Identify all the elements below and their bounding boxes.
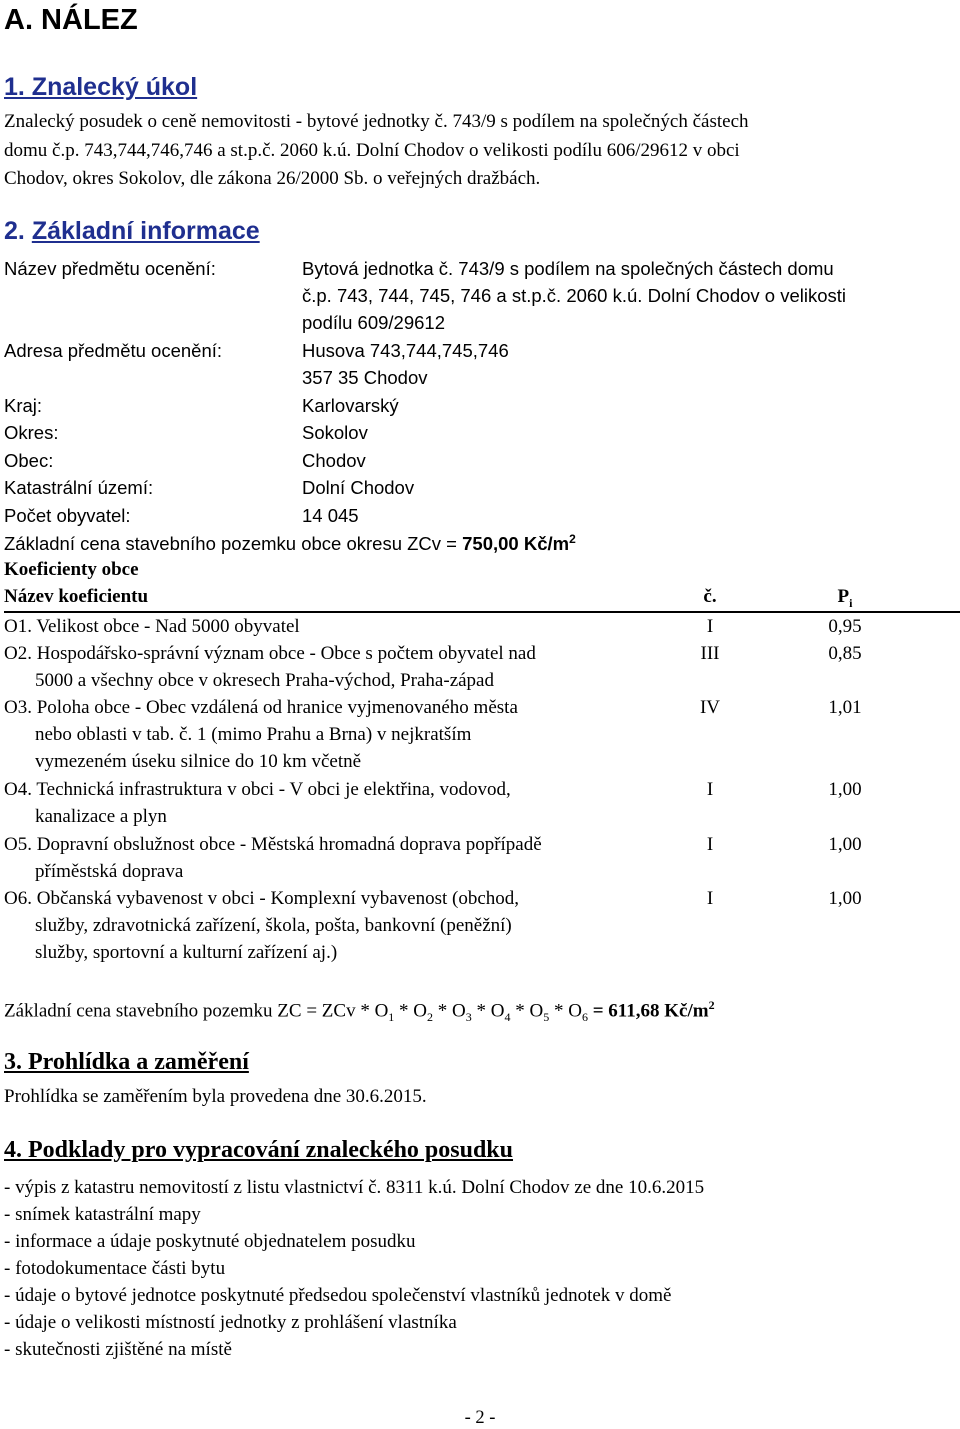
base-price-value: 750,00 Kč/m bbox=[462, 533, 570, 555]
formula-op-2: * O bbox=[433, 1000, 466, 1022]
coefficient-o6-line-3: služby, sportovní a kulturní zařízení aj.) bbox=[35, 942, 338, 963]
formula-op-1: * O bbox=[394, 1000, 428, 1022]
section-1-line-2: domu č.p. 743,744,746,746 a st.p.č. 2060 k.ú. Dolní Chodov o velikosti podílu 606/29612 v obci bbox=[4, 140, 740, 161]
table-header-p-sub: i bbox=[849, 595, 853, 610]
cadastre-value: Dolní Chodov bbox=[302, 477, 415, 498]
coefficient-o5-num: I bbox=[706, 834, 714, 855]
source-item-4: - fotodokumentace části bytu bbox=[4, 1258, 226, 1279]
base-price-exponent: 2 bbox=[569, 532, 576, 546]
coefficient-o5-value: 1,00 bbox=[828, 834, 862, 855]
coefficient-o2-value: 0,85 bbox=[828, 643, 862, 664]
region-label: Kraj: bbox=[4, 395, 43, 416]
table-header-p-letter: P bbox=[837, 586, 850, 607]
coefficient-o5-line-1: O5. Dopravní obslužnost obce - Městská hromadná doprava popřípadě bbox=[4, 834, 542, 855]
source-item-2: - snímek katastrální mapy bbox=[4, 1204, 201, 1225]
table-header-rule bbox=[4, 611, 960, 613]
section-1-line-3: Chodov, okres Sokolov, dle zákona 26/2000 Sb. o veřejných dražbách. bbox=[4, 168, 541, 189]
population-value: 14 045 bbox=[302, 505, 359, 526]
coefficient-o4-line-2: kanalizace a plyn bbox=[35, 806, 167, 827]
address-line-2: 357 35 Chodov bbox=[302, 367, 428, 388]
formula-sub-3: 3 bbox=[465, 1010, 472, 1025]
municipality-label: Obec: bbox=[4, 450, 54, 471]
table-header-name: Název koeficientu bbox=[4, 586, 149, 607]
section-4-heading: 4. Podklady pro vypracování znaleckého posudku bbox=[4, 1137, 514, 1163]
section-3-text: Prohlídka se zaměřením byla provedena dne 30.6.2015. bbox=[4, 1086, 427, 1107]
source-item-6: - údaje o velikosti místností jednotky z prohlášení vlastníka bbox=[4, 1312, 457, 1333]
coefficient-o2-num: III bbox=[700, 643, 720, 664]
formula-sub-1: 1 bbox=[388, 1010, 395, 1025]
coefficient-o4-value: 1,00 bbox=[828, 779, 862, 800]
source-item-5: - údaje o bytové jednotce poskytnuté předsedou společenství vlastníků jednotek v domě bbox=[4, 1285, 672, 1306]
formula-sub-2: 2 bbox=[427, 1010, 434, 1025]
section-3-heading: 3. Prohlídka a zaměření bbox=[4, 1049, 249, 1075]
formula-op-4: * O bbox=[510, 1000, 544, 1022]
section-2-number: 2. bbox=[4, 217, 25, 245]
coefficient-o6-value: 1,00 bbox=[828, 888, 862, 909]
formula-equals: = bbox=[587, 1000, 609, 1022]
address-label: Adresa předmětu ocenění: bbox=[4, 340, 223, 361]
formula-op-3: * O bbox=[471, 1000, 505, 1022]
formula-result-exponent: 2 bbox=[708, 998, 715, 1012]
table-header-num: č. bbox=[703, 586, 717, 607]
population-label: Počet obyvatel: bbox=[4, 505, 131, 526]
formula-line bbox=[4, 998, 715, 1025]
coefficients-heading: Koeficienty obce bbox=[4, 559, 139, 580]
source-item-3: - informace a údaje poskytnuté objednatelem posudku bbox=[4, 1231, 416, 1252]
district-label: Okres: bbox=[4, 422, 59, 443]
formula-sub-5: 5 bbox=[543, 1010, 550, 1025]
section-1-heading: 1. Znalecký úkol bbox=[4, 73, 198, 101]
formula-sub-4: 4 bbox=[504, 1010, 511, 1025]
source-item-1: - výpis z katastru nemovitostí z listu vlastnictví č. 8311 k.ú. Dolní Chodov ze dne 10.6.2015 bbox=[4, 1177, 705, 1198]
coefficient-o3-line-2: nebo oblasti v tab. č. 1 (mimo Prahu a Brna) v nejkratším bbox=[35, 724, 472, 745]
section-1-line-1: Znalecký posudek o ceně nemovitosti - bytové jednotky č. 743/9 s podílem na společných částech bbox=[4, 111, 749, 132]
region-value: Karlovarský bbox=[302, 395, 399, 416]
coefficient-o3-num: IV bbox=[699, 697, 721, 718]
section-2-heading bbox=[4, 217, 260, 246]
section-2-title: Základní informace bbox=[31, 217, 260, 245]
coefficient-o4-num: I bbox=[706, 779, 714, 800]
page-title: A. NÁLEZ bbox=[4, 4, 138, 36]
subject-label: Název předmětu ocenění: bbox=[4, 258, 216, 279]
coefficient-o3-line-1: O3. Poloha obce - Obec vzdálená od hranice vyjmenovaného města bbox=[4, 697, 518, 718]
subject-value-line-3: podílu 609/29612 bbox=[302, 312, 445, 333]
subject-value-line-2: č.p. 743, 744, 745, 746 a st.p.č. 2060 k.ú. Dolní Chodov o velikosti bbox=[302, 285, 847, 306]
formula-sub-6: 6 bbox=[581, 1010, 588, 1025]
district-value: Sokolov bbox=[302, 422, 368, 443]
coefficient-o6-line-1: O6. Občanská vybavenost v obci - Komplexní vybavenost (obchod, bbox=[4, 888, 520, 909]
subject-value-line-1: Bytová jednotka č. 743/9 s podílem na společných částech domu bbox=[302, 258, 834, 279]
coefficient-o3-value: 1,01 bbox=[828, 697, 862, 718]
coefficient-o5-line-2: příměstská doprava bbox=[35, 861, 184, 882]
coefficient-o6-num: I bbox=[706, 888, 714, 909]
base-price-line bbox=[4, 532, 576, 555]
coefficient-o4-line-1: O4. Technická infrastruktura v obci - V obci je elektřina, vodovod, bbox=[4, 779, 511, 800]
source-item-7: - skutečnosti zjištěné na místě bbox=[4, 1339, 232, 1360]
page-number: - 2 - bbox=[464, 1408, 496, 1428]
base-price-text: Základní cena stavebního pozemku obce okresu ZCv = bbox=[4, 533, 463, 555]
formula-prefix: Základní cena stavebního pozemku ZC = ZCv * O bbox=[4, 1000, 389, 1022]
coefficient-o1-value: 0,95 bbox=[828, 616, 862, 637]
table-header-p bbox=[820, 586, 870, 611]
coefficient-o2-line-2: 5000 a všechny obce v okresech Praha-východ, Praha-západ bbox=[35, 670, 494, 691]
coefficient-o3-line-3: vymezeném úseku silnice do 10 km včetně bbox=[35, 751, 362, 772]
municipality-value: Chodov bbox=[302, 450, 366, 471]
coefficient-o1-line-1: O1. Velikost obce - Nad 5000 obyvatel bbox=[4, 616, 300, 637]
coefficient-o6-line-2: služby, zdravotnická zařízení, škola, pošta, bankovní (peněžní) bbox=[35, 915, 512, 936]
coefficient-o1-num: I bbox=[706, 616, 714, 637]
coefficient-o2-line-1: O2. Hospodářsko-správní význam obce - Obce s počtem obyvatel nad bbox=[4, 643, 536, 664]
formula-result: 611,68 Kč/m bbox=[608, 1000, 709, 1022]
formula-op-5: * O bbox=[549, 1000, 582, 1022]
address-line-1: Husova 743,744,745,746 bbox=[302, 340, 509, 361]
cadastre-label: Katastrální území: bbox=[4, 477, 154, 498]
